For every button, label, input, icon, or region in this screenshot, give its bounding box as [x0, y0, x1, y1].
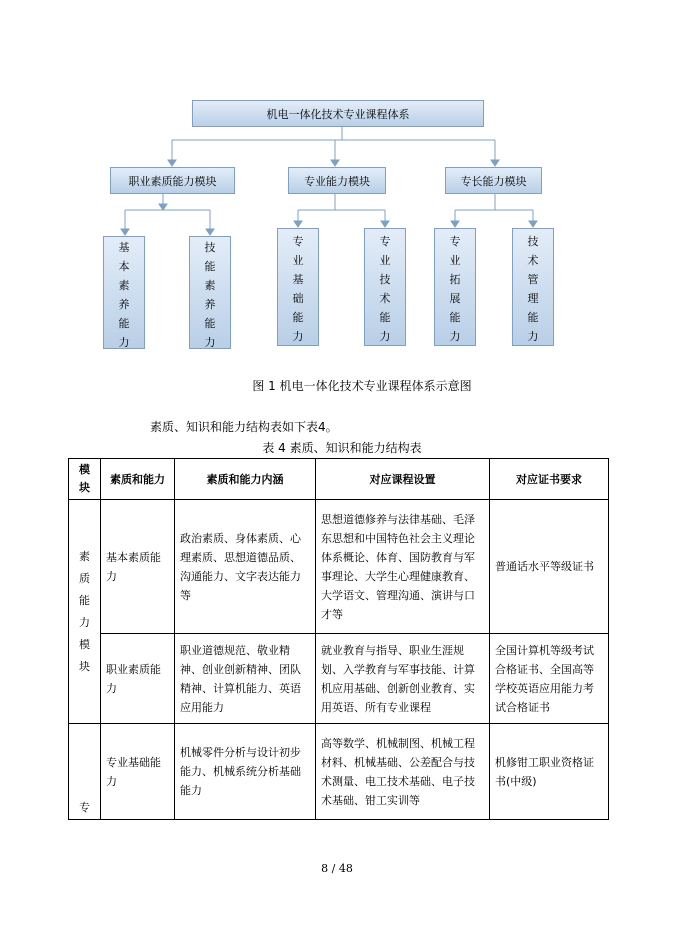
module-box-specialty-ability [445, 167, 542, 194]
courses-cell: 高等数学、机械制图、机械工程材料、机械基础、公差配合与技术测量、电工技术基础、电子技术基础、钳工实训等 [316, 724, 490, 820]
header-cell: 对应证书要求 [490, 459, 609, 500]
header-cell: 素质和能力内涵 [175, 459, 316, 500]
ability-cell: 专业基础能力 [101, 724, 175, 820]
figure-caption: 图 1 机电一体化技术专业课程体系示意图 [252, 379, 472, 393]
courses-cell: 思想道德修养与法律基础、毛泽东思想和中国特色社会主义理论体系概论、体育、国防教育与军事理论、大学生心理健康教育、大学语文、管理沟通、演讲与口才等 [316, 500, 490, 634]
connotation-cell: 职业道德规范、敬业精神、创业创新精神、团队精神、计算机能力、英语应用能力 [175, 634, 316, 724]
ability-cell: 职业素质能力 [101, 634, 175, 724]
module-label: 专长能力模块 [460, 174, 527, 188]
header-cell: 模块 [69, 459, 101, 500]
module-cell: 素质能力模块 [69, 500, 101, 724]
structure-table [68, 458, 609, 820]
ability-cell: 基本素质能力 [101, 500, 175, 634]
connotation-cell: 政治素质、身体素质、心理素质、思想道德品质、沟通能力、文字表达能力等 [175, 500, 316, 634]
certificate-cell: 机修钳工职业资格证书(中级) [490, 724, 609, 820]
table-row [69, 500, 609, 634]
connotation-cell: 机械零件分析与设计初步能力、机械系统分析基础能力 [175, 724, 316, 820]
leaf-box-basic-literacy [103, 236, 145, 349]
module-label: 职业素质能力模块 [128, 174, 217, 188]
leaf-box-professional-basic [277, 228, 319, 346]
leaf-label: 专业基础能力 [292, 235, 304, 343]
header-cell: 素质和能力 [101, 459, 175, 500]
table-row [69, 634, 609, 724]
certificate-cell: 全国计算机等级考试合格证书、全国高等学校英语应用能力考试合格证书 [490, 634, 609, 724]
leaf-label: 技术管理能力 [527, 235, 539, 343]
table-header-row [69, 459, 609, 500]
module-label: 专业能力模块 [304, 174, 370, 188]
page-number: 8 / 48 [321, 862, 353, 875]
leaf-box-professional-expansion [434, 228, 476, 346]
table-caption: 表 4 素质、知识和能力结构表 [262, 441, 422, 455]
module-cell: 专 [69, 724, 101, 820]
leaf-label: 基本素养能力 [118, 240, 130, 349]
leaf-label: 技能素养能力 [204, 240, 216, 349]
intro-paragraph: 素质、知识和能力结构表如下表4。 [150, 420, 338, 434]
leaf-box-skill-literacy [189, 236, 231, 349]
diagram-root-label: 机电一体化技术专业课程体系 [266, 107, 410, 121]
module-box-professional-ability [288, 167, 386, 194]
leaf-label: 专业技术能力 [379, 235, 391, 343]
leaf-box-tech-management [512, 228, 554, 346]
module-box-professional-quality [110, 167, 235, 194]
leaf-label: 专业拓展能力 [449, 235, 461, 343]
certificate-cell: 普通话水平等级证书 [490, 500, 609, 634]
diagram-root-box [192, 100, 484, 127]
table-row [69, 724, 609, 820]
course-system-diagram [0, 0, 674, 380]
leaf-box-professional-tech [364, 228, 406, 346]
header-cell: 对应课程设置 [316, 459, 490, 500]
courses-cell: 就业教育与指导、职业生涯规划、入学教育与军事技能、计算机应用基础、创新创业教育、实用英语、所有专业课程 [316, 634, 490, 724]
